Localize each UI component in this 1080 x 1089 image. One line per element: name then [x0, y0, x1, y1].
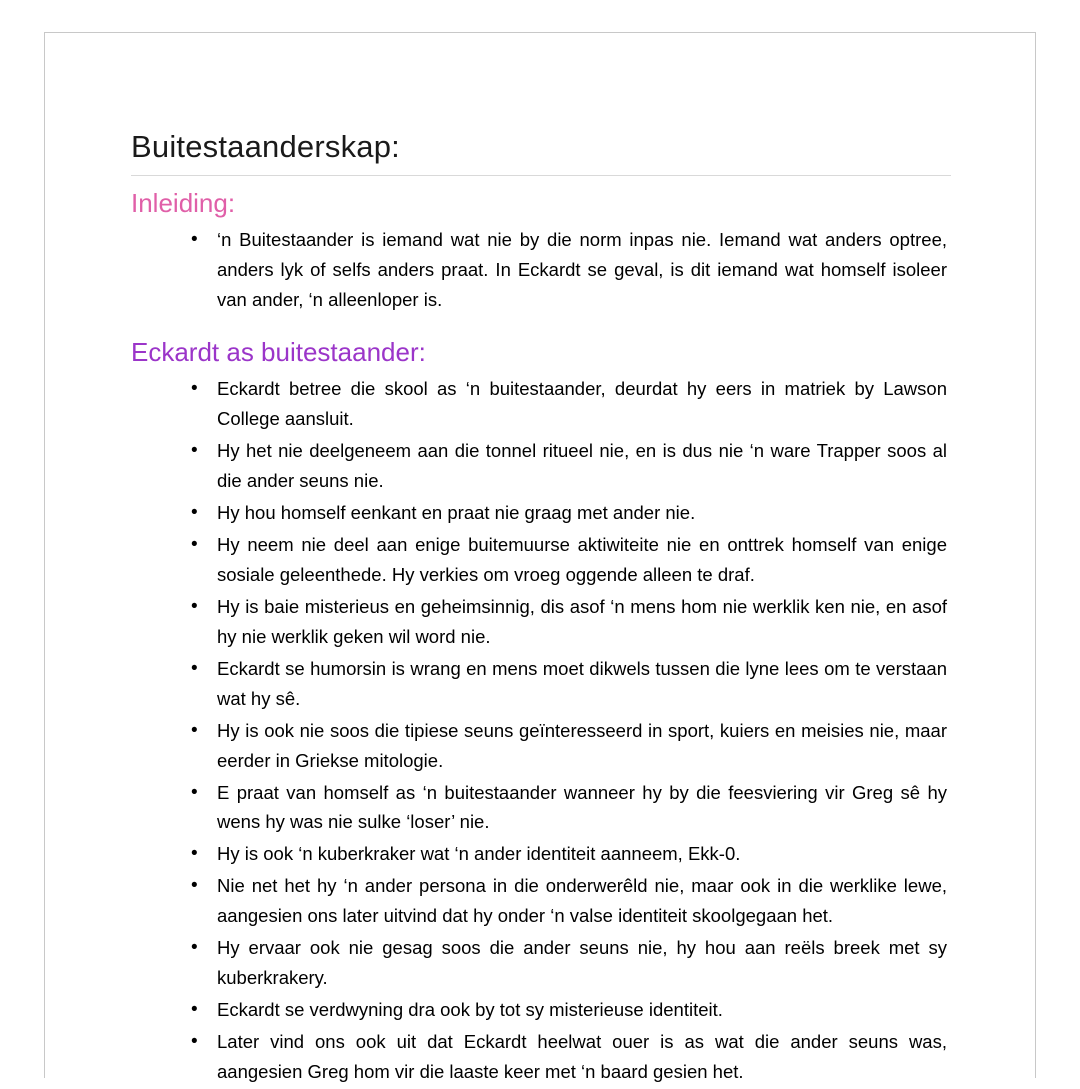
list-item: • Eckardt betree die skool as ‘n buitestaander, deurdat hy eers in matriek by Lawson College aansluit.	[217, 374, 951, 434]
list-item: • Hy het nie deelgeneem aan die tonnel ritueel nie, en is dus nie ‘n ware Trapper soos al die ander seuns nie.	[217, 436, 951, 496]
list-item: • Hy hou homself eenkant en praat nie graag met ander nie.	[217, 498, 951, 528]
document-page	[44, 32, 1036, 1083]
list-item: • Eckardt se humorsin is wrang en mens moet dikwels tussen die lyne lees om te verstaan wat hy sê.	[217, 654, 951, 714]
list-item: • Hy is ook ‘n kuberkraker wat ‘n ander identiteit aanneem, Ekk-0.	[217, 839, 951, 869]
list-item: • Later vind ons ook uit dat Eckardt heelwat ouer is as wat die ander seuns was, aangesien Greg hom vir die laaste keer met ‘n baard gesien het.	[217, 1027, 951, 1087]
page-title: Buitestaanderskap:	[131, 129, 951, 176]
section-heading-eckardt: Eckardt as buitestaander:	[131, 336, 426, 367]
document-content	[131, 129, 951, 1089]
list-item: • E praat van homself as ‘n buitestaander wanneer hy by die feesviering vir Greg sê hy wens hy was nie sulke ‘loser’ nie.	[217, 778, 951, 838]
list-item: • Hy is ook nie soos die tipiese seuns geïnteresseerd in sport, kuiers en meisies nie, maar eerder in Griekse mitologie.	[217, 716, 951, 776]
list-item: • Eckardt se verdwyning dra ook by tot sy misterieuse identiteit.	[217, 995, 951, 1025]
bullet-list-eckardt	[131, 374, 951, 1087]
list-item: • ‘n Buitestaander is iemand wat nie by die norm inpas nie. Iemand wat anders optree, anders lyk of selfs anders praat. In Eckardt se geval, is dit iemand wat homself isoleer van ander, ‘n alleenloper is.	[217, 225, 951, 315]
section-heading-inleiding: Inleiding:	[131, 187, 236, 218]
list-item: • Hy neem nie deel aan enige buitemuurse aktiwiteite nie en onttrek homself van enige sosiale geleenthede. Hy verkies om vroeg oggende alleen te draf.	[217, 530, 951, 590]
bullet-list-inleiding	[131, 225, 951, 315]
list-item: • Nie net het hy ‘n ander persona in die onderwerêld nie, maar ook in die werklike lewe, aangesien ons later uitvind dat hy onder ‘n valse identiteit skoolgegaan het.	[217, 871, 951, 931]
list-item: • Hy ervaar ook nie gesag soos die ander seuns nie, hy hou aan reëls breek met sy kuberkrakery.	[217, 933, 951, 993]
list-item: • Hy is baie misterieus en geheimsinnig, dis asof ‘n mens hom nie werklik ken nie, en asof hy nie werklik geken wil word nie.	[217, 592, 951, 652]
